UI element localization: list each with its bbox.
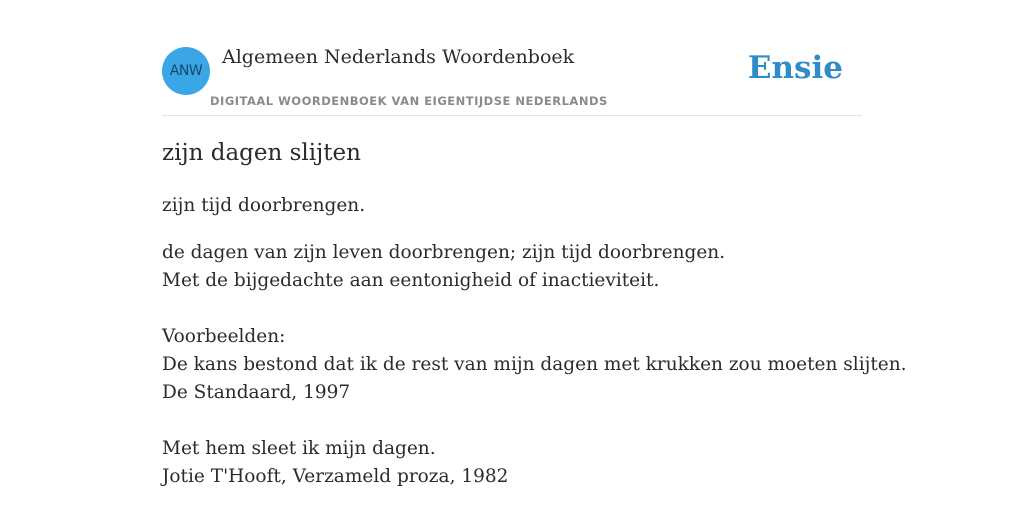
source-subtitle: DIGITAAL WOORDENBOEK VAN EIGENTIJDSE NEDERLANDS: [210, 94, 608, 108]
definition-line: de dagen van zijn leven doorbrengen; zijn tijd doorbrengen.: [162, 242, 726, 263]
examples-label: Voorbeelden:: [162, 326, 286, 347]
definition-line: Met de bijgedachte aan eentonigheid of inactieviteit.: [162, 270, 660, 291]
example-text: Met hem sleet ik mijn dagen.: [162, 438, 436, 459]
ensie-brand-logo[interactable]: Ensie: [747, 50, 843, 86]
example-text: De kans bestond dat ik de rest van mijn dagen met krukken zou moeten slijten.: [162, 354, 907, 375]
logo-text: ANW: [169, 63, 203, 79]
anw-logo[interactable]: [162, 47, 210, 95]
entry-body: [162, 239, 907, 491]
entry-headword: zijn dagen slijten: [162, 140, 361, 166]
spacer: [162, 295, 862, 323]
header-divider: [162, 115, 862, 116]
spacer: [162, 407, 862, 435]
entry-summary: zijn tijd doorbrengen.: [162, 195, 366, 216]
example-source: Jotie T'Hooft, Verzameld proza, 1982: [162, 466, 509, 487]
example-source: De Standaard, 1997: [162, 382, 351, 403]
source-title[interactable]: Algemeen Nederlands Woordenboek: [222, 46, 575, 68]
